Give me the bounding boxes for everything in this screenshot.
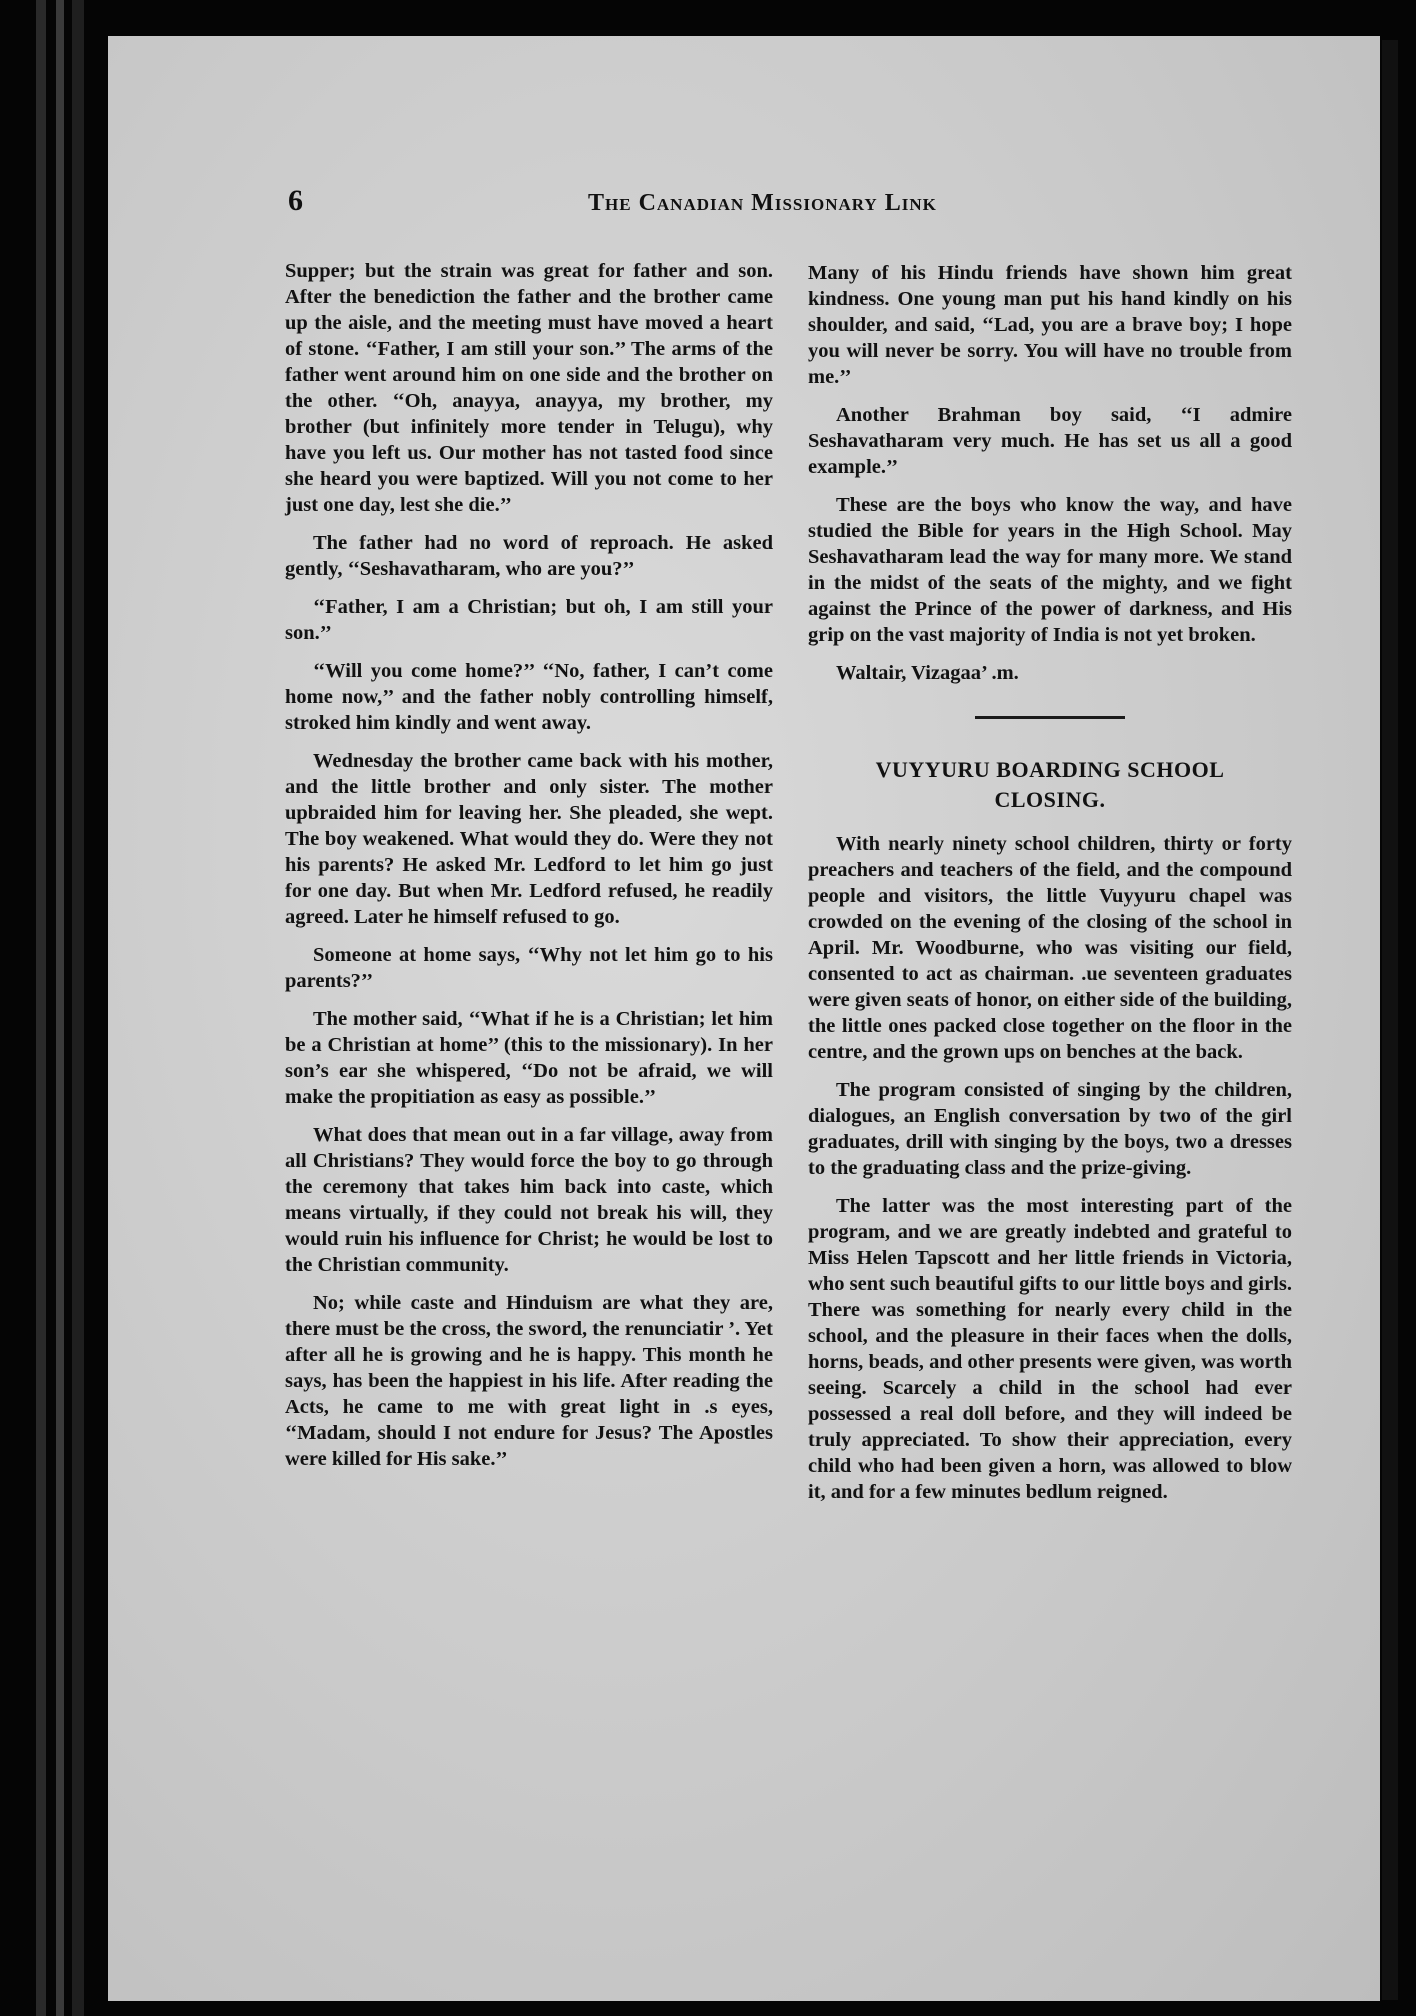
page-number: 6: [288, 184, 303, 217]
paragraph: The program consisted of singing by the children, dialogues, an English conversation by two of the girl graduates, drill with singing by the boys, two a dresses to the graduating class and the prize-giving.: [808, 1079, 1292, 1179]
paragraph: Wednesday the brother came back with his mother, and the little brother and only sister. The mother upbraided him for leaving her. She pleaded, she wept. The boy weakened. What would they do. Were they not his parents? He asked Mr. Ledford to let him go just for one day. But when Mr. Ledford refused, he readily agreed. Later he himself refused to go.: [285, 750, 773, 928]
page-header: [288, 184, 1048, 224]
film-edge-strip: [72, 0, 84, 2016]
paragraph: Someone at home says, ‘‘Why not let him go to his parents?’’: [285, 944, 773, 992]
right-column: [808, 260, 1292, 1517]
place-line: Waltair, Vizagaa’ .m.: [836, 662, 1019, 684]
section-divider: [975, 716, 1125, 719]
paragraph: No; while caste and Hinduism are what they are, there must be the cross, the sword, the renunciatir ’. Yet after all he is growing and he is happy. This month he says, has been the happiest in his life. After reading the Acts, he came to me with great light in .s eyes, ‘‘Madam, should I not endure for Jesus? The Apostles were killed for His sake.’’: [285, 1292, 773, 1470]
paragraph: The father had no word of reproach. He asked gently, ‘‘Seshavatharam, who are you?’’: [285, 532, 773, 580]
paragraph: Many of his Hindu friends have shown him great kindness. One young man put his hand kindly on his shoulder, and said, ‘‘Lad, you are a brave boy; I hope you will never be sorry. You will have no trouble from me.’’: [808, 262, 1292, 388]
left-column: [285, 258, 773, 1484]
paragraph: What does that mean out in a far village, away from all Christians? They would force the boy to go through the ceremony that takes him back into caste, which means virtually, if they could not break his will, they would ruin his influence for Christ; he would be lost to the Christian community.: [285, 1124, 773, 1276]
running-title: The Canadian Missionary Link: [588, 190, 937, 216]
paragraph: These are the boys who know the way, and have studied the Bible for years in the High School. May Seshavatharam lead the way for many more. We stand in the midst of the seats of the mighty, and we fight against the Prince of the power of darkness, and His grip on the vast majority of India is not yet broken.: [808, 494, 1292, 646]
paragraph: ‘‘Father, I am a Christian; but oh, I am still your son.’’: [285, 596, 773, 644]
paragraph: ‘‘Will you come home?’’ ‘‘No, father, I can’t come home now,’’ and the father nobly controlling himself, stroked him kindly and went away.: [285, 660, 773, 734]
section-heading-line: VUYYURU BOARDING SCHOOL: [875, 757, 1225, 782]
paragraph: The mother said, ‘‘What if he is a Christian; let him be a Christian at home’’ (this to the missionary). In her son’s ear she whispered, ‘‘Do not be afraid, we will make the propitiation as easy as possible.’’: [285, 1008, 773, 1108]
paragraph: Supper; but the strain was great for father and son. After the benediction the father and the brother came up the aisle, and the meeting must have moved a heart of stone. ‘‘Father, I am still your son.’’ The arms of the father went around him on one side and the brother on the other. ‘‘Oh, anayya, anayya, my brother, my brother (but infinitely more tender in Telugu), why have you left us. Our mother has not tasted food since she heard you were baptized. Will you not come to her just one day, lest she die.’’: [285, 260, 773, 516]
paragraph: The latter was the most interesting part of the program, and we are greatly indebted and grateful to Miss Helen Tapscott and her little friends in Victoria, who sent such beautiful gifts to our little boys and girls. There was something for nearly every child in the school, and the pleasure in their faces when the dolls, horns, beads, and other presents were given, was worth seeing. Scarcely a child in the school had ever possessed a real doll before, and they will indeed be truly appreciated. To show their appreciation, every child who had been given a horn, was allowed to blow it, and for a few minutes bedlum reigned.: [808, 1195, 1292, 1503]
section-heading-line: CLOSING.: [994, 787, 1106, 812]
section-heading: [808, 755, 1292, 815]
film-edge-strip: [36, 0, 46, 2016]
paragraph: With nearly ninety school children, thirty or forty preachers and teachers of the field, and the compound people and visitors, the little Vuyyuru chapel was crowded on the evening of the closing of the school in April. Mr. Woodburne, who was visiting our field, consented to act as chairman. .ue seventeen graduates were given seats of honor, on either side of the building, the little ones packed close together on the floor in the centre, and the grown ups on benches at the back.: [808, 833, 1292, 1063]
film-edge-strip: [56, 0, 64, 2016]
page-fold-shadow: [1382, 40, 1398, 2000]
paragraph: Another Brahman boy said, ‘‘I admire Seshavatharam very much. He has set us all a good example.’’: [808, 404, 1292, 478]
